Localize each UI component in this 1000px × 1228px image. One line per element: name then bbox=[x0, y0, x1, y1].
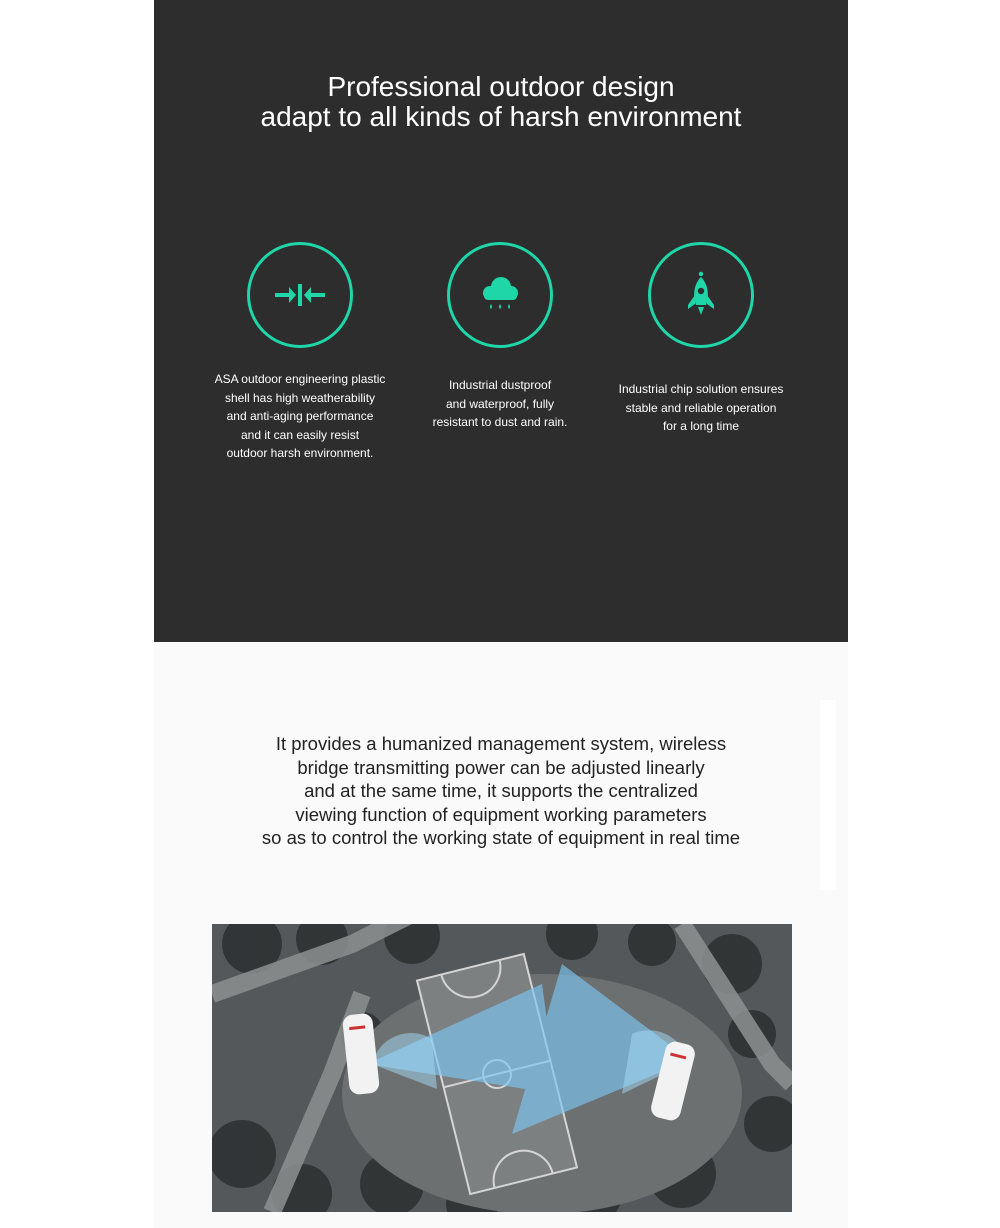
aerial-scene bbox=[212, 924, 792, 1212]
icon-ring bbox=[648, 242, 754, 348]
aerial-bridge-image bbox=[212, 924, 792, 1212]
icon-ring bbox=[247, 242, 353, 348]
desc-line: Industrial dustproof bbox=[448, 378, 552, 392]
rain-cloud-icon bbox=[476, 275, 524, 315]
feature-description bbox=[601, 380, 801, 436]
desc-line: and it can easily resist bbox=[240, 427, 360, 442]
desc-line: and at the same time, it supports the centralized bbox=[304, 780, 698, 801]
feature-reliability bbox=[601, 242, 801, 433]
feature-dustproof bbox=[400, 242, 600, 429]
rocket-icon bbox=[683, 271, 719, 319]
desc-line: viewing function of equipment working parameters bbox=[295, 803, 707, 825]
icon-ring bbox=[447, 242, 553, 348]
compress-arrows-icon bbox=[273, 280, 327, 310]
management-description bbox=[154, 732, 848, 850]
desc-line: for a long time bbox=[662, 419, 740, 433]
desc-line: so as to control the working state of equipment in real time bbox=[261, 827, 741, 848]
desc-line: resistant to dust and rain. bbox=[432, 415, 568, 429]
desc-line: bridge transmitting power can be adjusted linearly bbox=[297, 756, 705, 778]
desc-line: and anti-aging performance bbox=[226, 409, 374, 423]
feature-description bbox=[400, 376, 600, 432]
feature-weatherability bbox=[200, 242, 400, 460]
section-title bbox=[154, 72, 848, 132]
desc-line: It provides a humanized management system, wireless bbox=[275, 733, 727, 754]
desc-line: shell has high weatherability bbox=[224, 390, 376, 405]
outdoor-design-section bbox=[154, 0, 848, 642]
desc-line: stable and reliable operation bbox=[625, 400, 777, 415]
management-section bbox=[154, 642, 848, 1228]
title-line: adapt to all kinds of harsh environment bbox=[260, 101, 742, 132]
feature-description bbox=[200, 370, 400, 463]
desc-line: and waterproof, fully bbox=[445, 396, 555, 411]
desc-line: ASA outdoor engineering plastic bbox=[214, 372, 386, 386]
desc-line: outdoor harsh environment. bbox=[226, 446, 374, 460]
desc-line: Industrial chip solution ensures bbox=[618, 382, 784, 396]
title-line: Professional outdoor design bbox=[327, 71, 675, 102]
